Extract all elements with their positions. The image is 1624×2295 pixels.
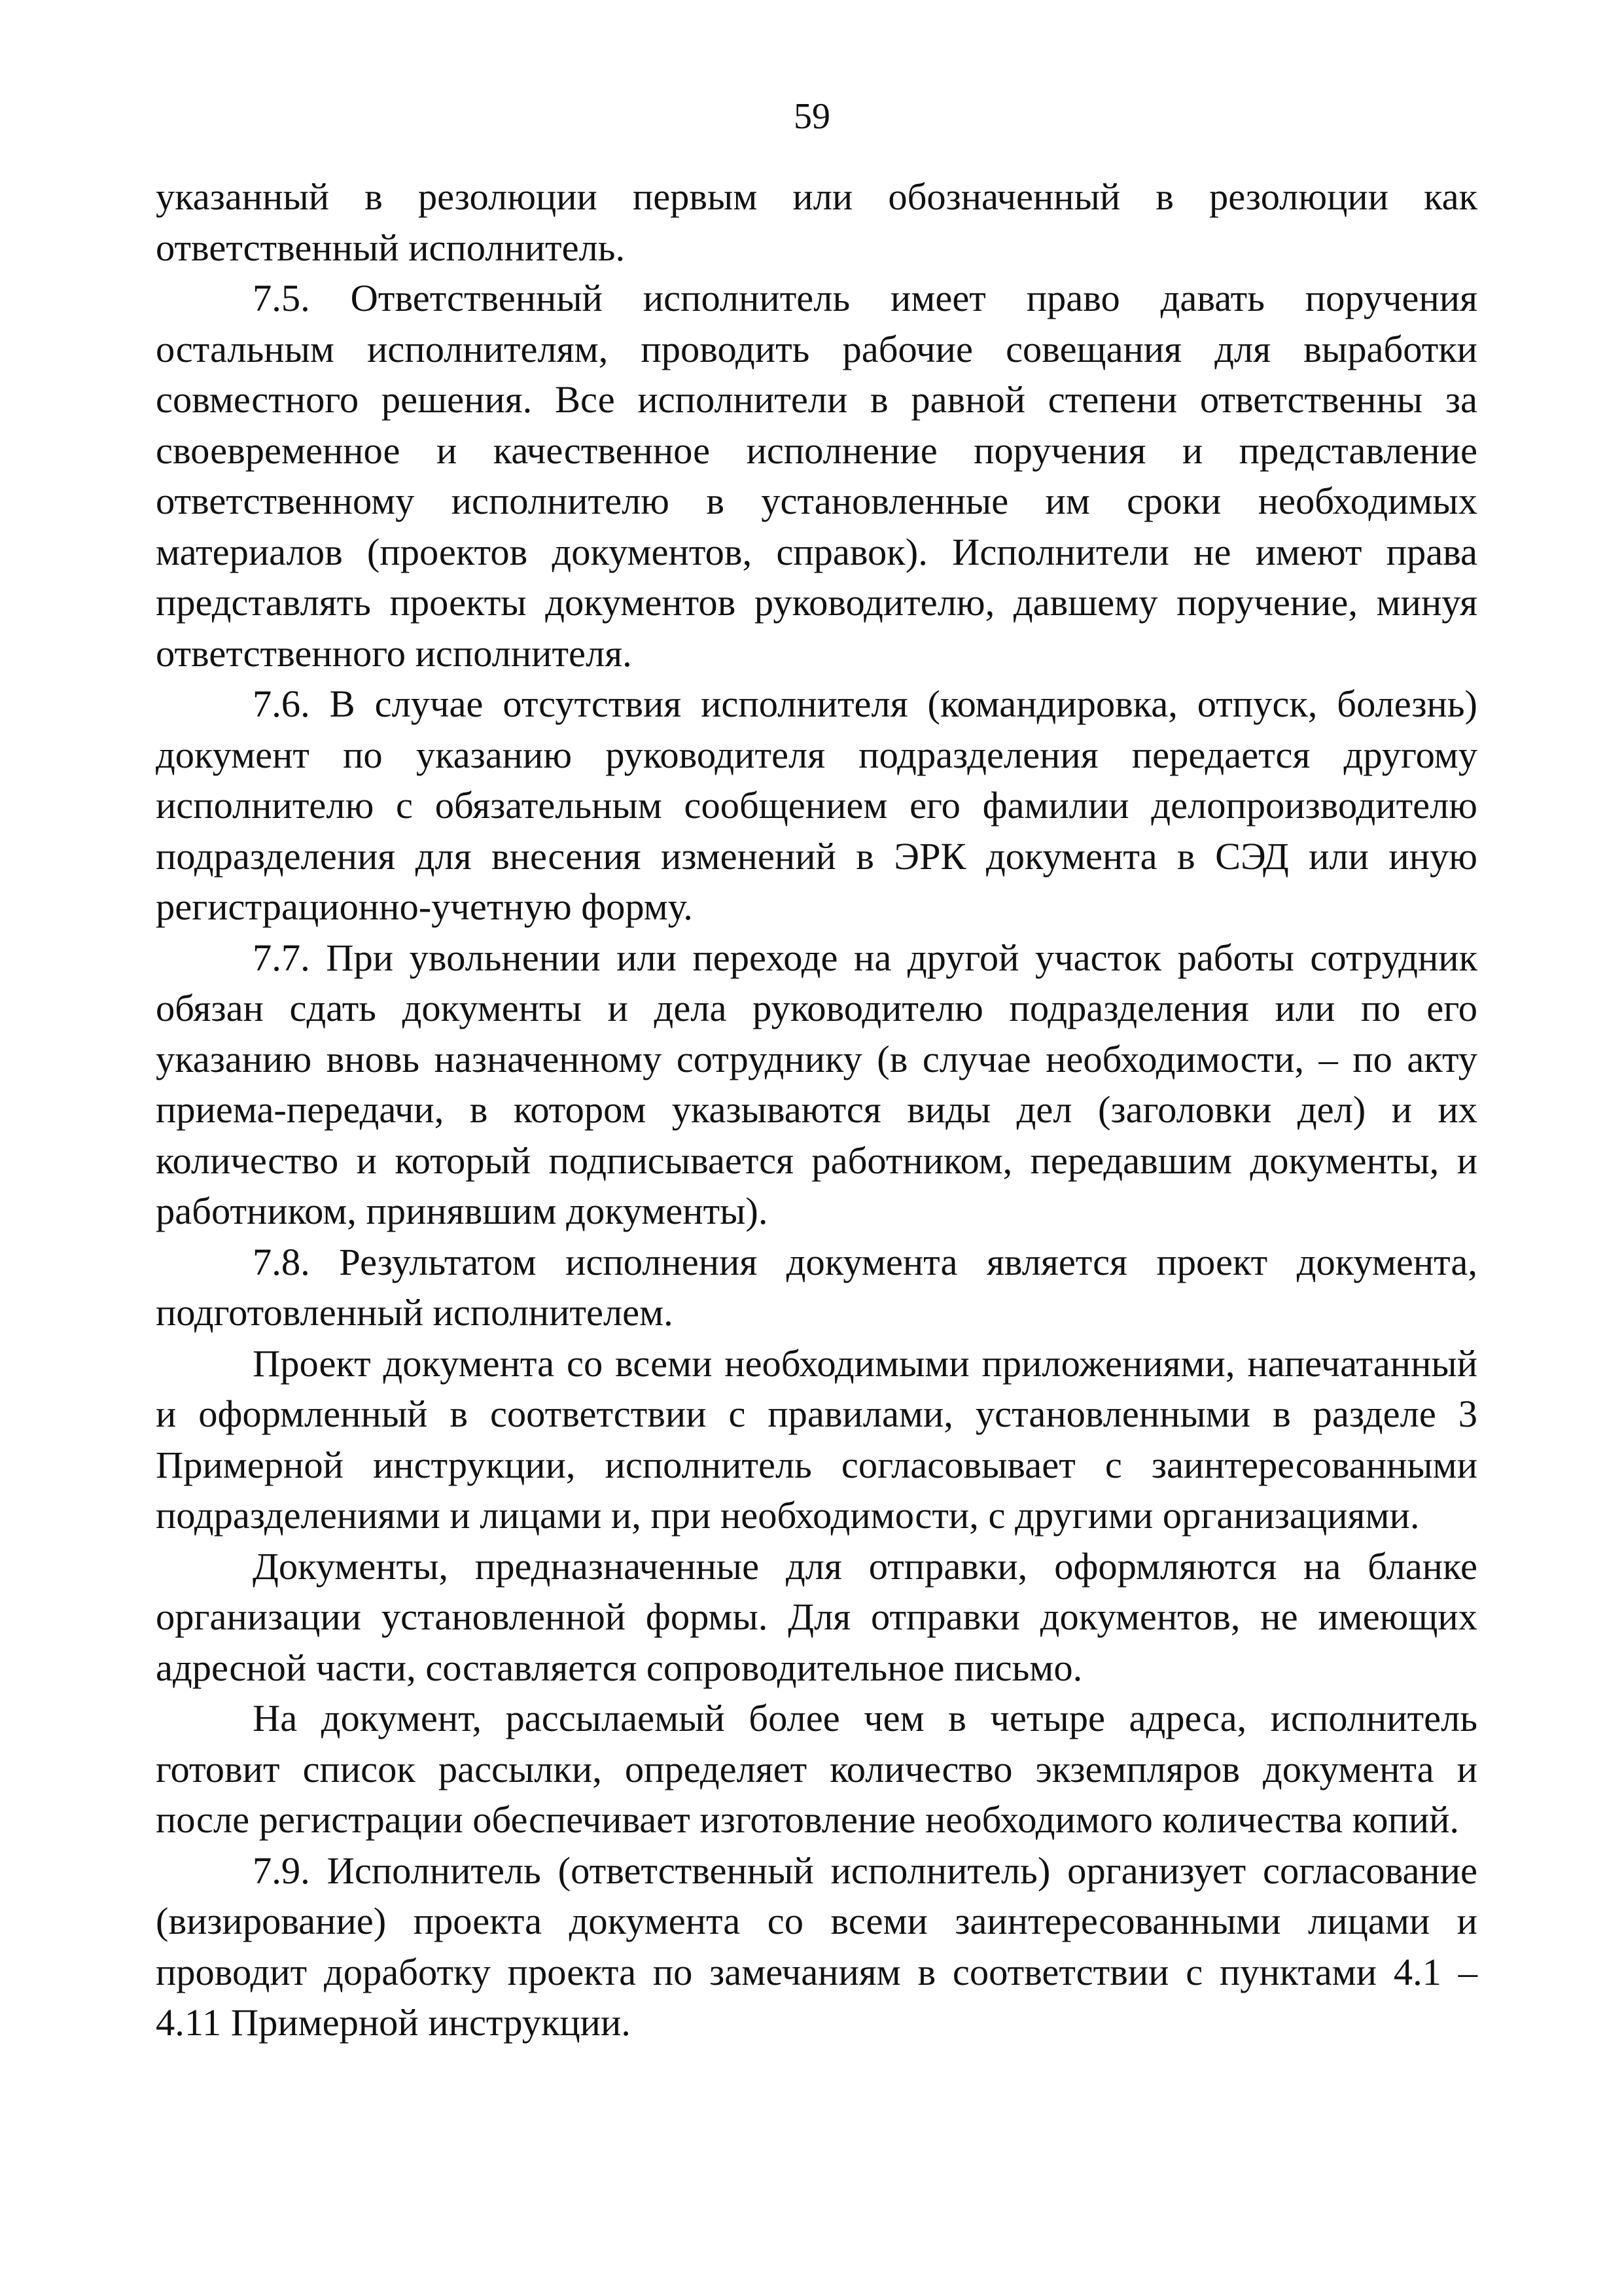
- paragraph-sending-documents: Документы, предназначенные для отправки, оформляются на бланке организации установленной формы. Для отправки документов, не имеющих адресной части, составляется сопроводительное письмо.: [156, 1544, 1477, 1689]
- paragraph-7-6: 7.6. В случае отсутствия исполнителя (командировка, отпуск, болезнь) документ по указанию руководителя подразделения передается другому исполнителю с обязательным сообщением его фамилии делопроизводителю подразделения для внесения изменений в ЭРК документа в СЭД или иную регистрационно-учетную форму.: [156, 683, 1477, 928]
- paragraph-7-7: 7.7. При увольнении или переходе на другой участок работы сотрудник обязан сдать документы и дела руководителю подразделения или по его указанию вновь назначенному сотруднику (в случае необходимости, – по акту приема-передачи, в котором указываются виды дел (заголовки дел) и их количество и который подписывается работником, передавшим документы, и работником, принявшим документы).: [156, 936, 1477, 1232]
- paragraph-distribution-list: На документ, рассылаемый более чем в четыре адреса, исполнитель готовит список рассылки, определяет количество экземпляров документа и после регистрации обеспечивает изготовление необходимого количества копий.: [156, 1697, 1477, 1841]
- paragraph-7-9: 7.9. Исполнитель (ответственный исполнитель) организует согласование (визирование) проекта документа со всеми заинтересованными лицами и проводит доработку проекта по замечаниям в соответствии с пунктами 4.1 – 4.11 Примерной инструкции.: [156, 1849, 1477, 2044]
- page-number: 59: [794, 96, 830, 137]
- document-body: [156, 171, 1477, 2048]
- paragraph-7-5: 7.5. Ответственный исполнитель имеет право давать поручения остальным исполнителям, проводить рабочие совещания для выработки совместного решения. Все исполнители в равной степени ответственны за своевременное и качественное исполнение поручения и представление ответственному исполнителю в установленные им сроки необходимых материалов (проектов документов, справок). Исполнители не имеют права представлять проекты документов руководителю, давшему поручение, минуя ответственного исполнителя.: [156, 277, 1477, 675]
- paragraph-project-approval: Проект документа со всеми необходимыми приложениями, напечатанный и оформленный в соответствии с правилами, установленными в разделе 3 Примерной инструкции, исполнитель согласовывает с заинтересованными подразделениями и лицами и, при необходимости, с другими организациями.: [156, 1342, 1477, 1537]
- paragraph-continuation: указанный в резолюции первым или обозначенный в резолюции как ответственный исполнитель.: [156, 175, 1477, 269]
- paragraph-7-8: 7.8. Результатом исполнения документа является проект документа, подготовленный исполнителем.: [156, 1240, 1477, 1334]
